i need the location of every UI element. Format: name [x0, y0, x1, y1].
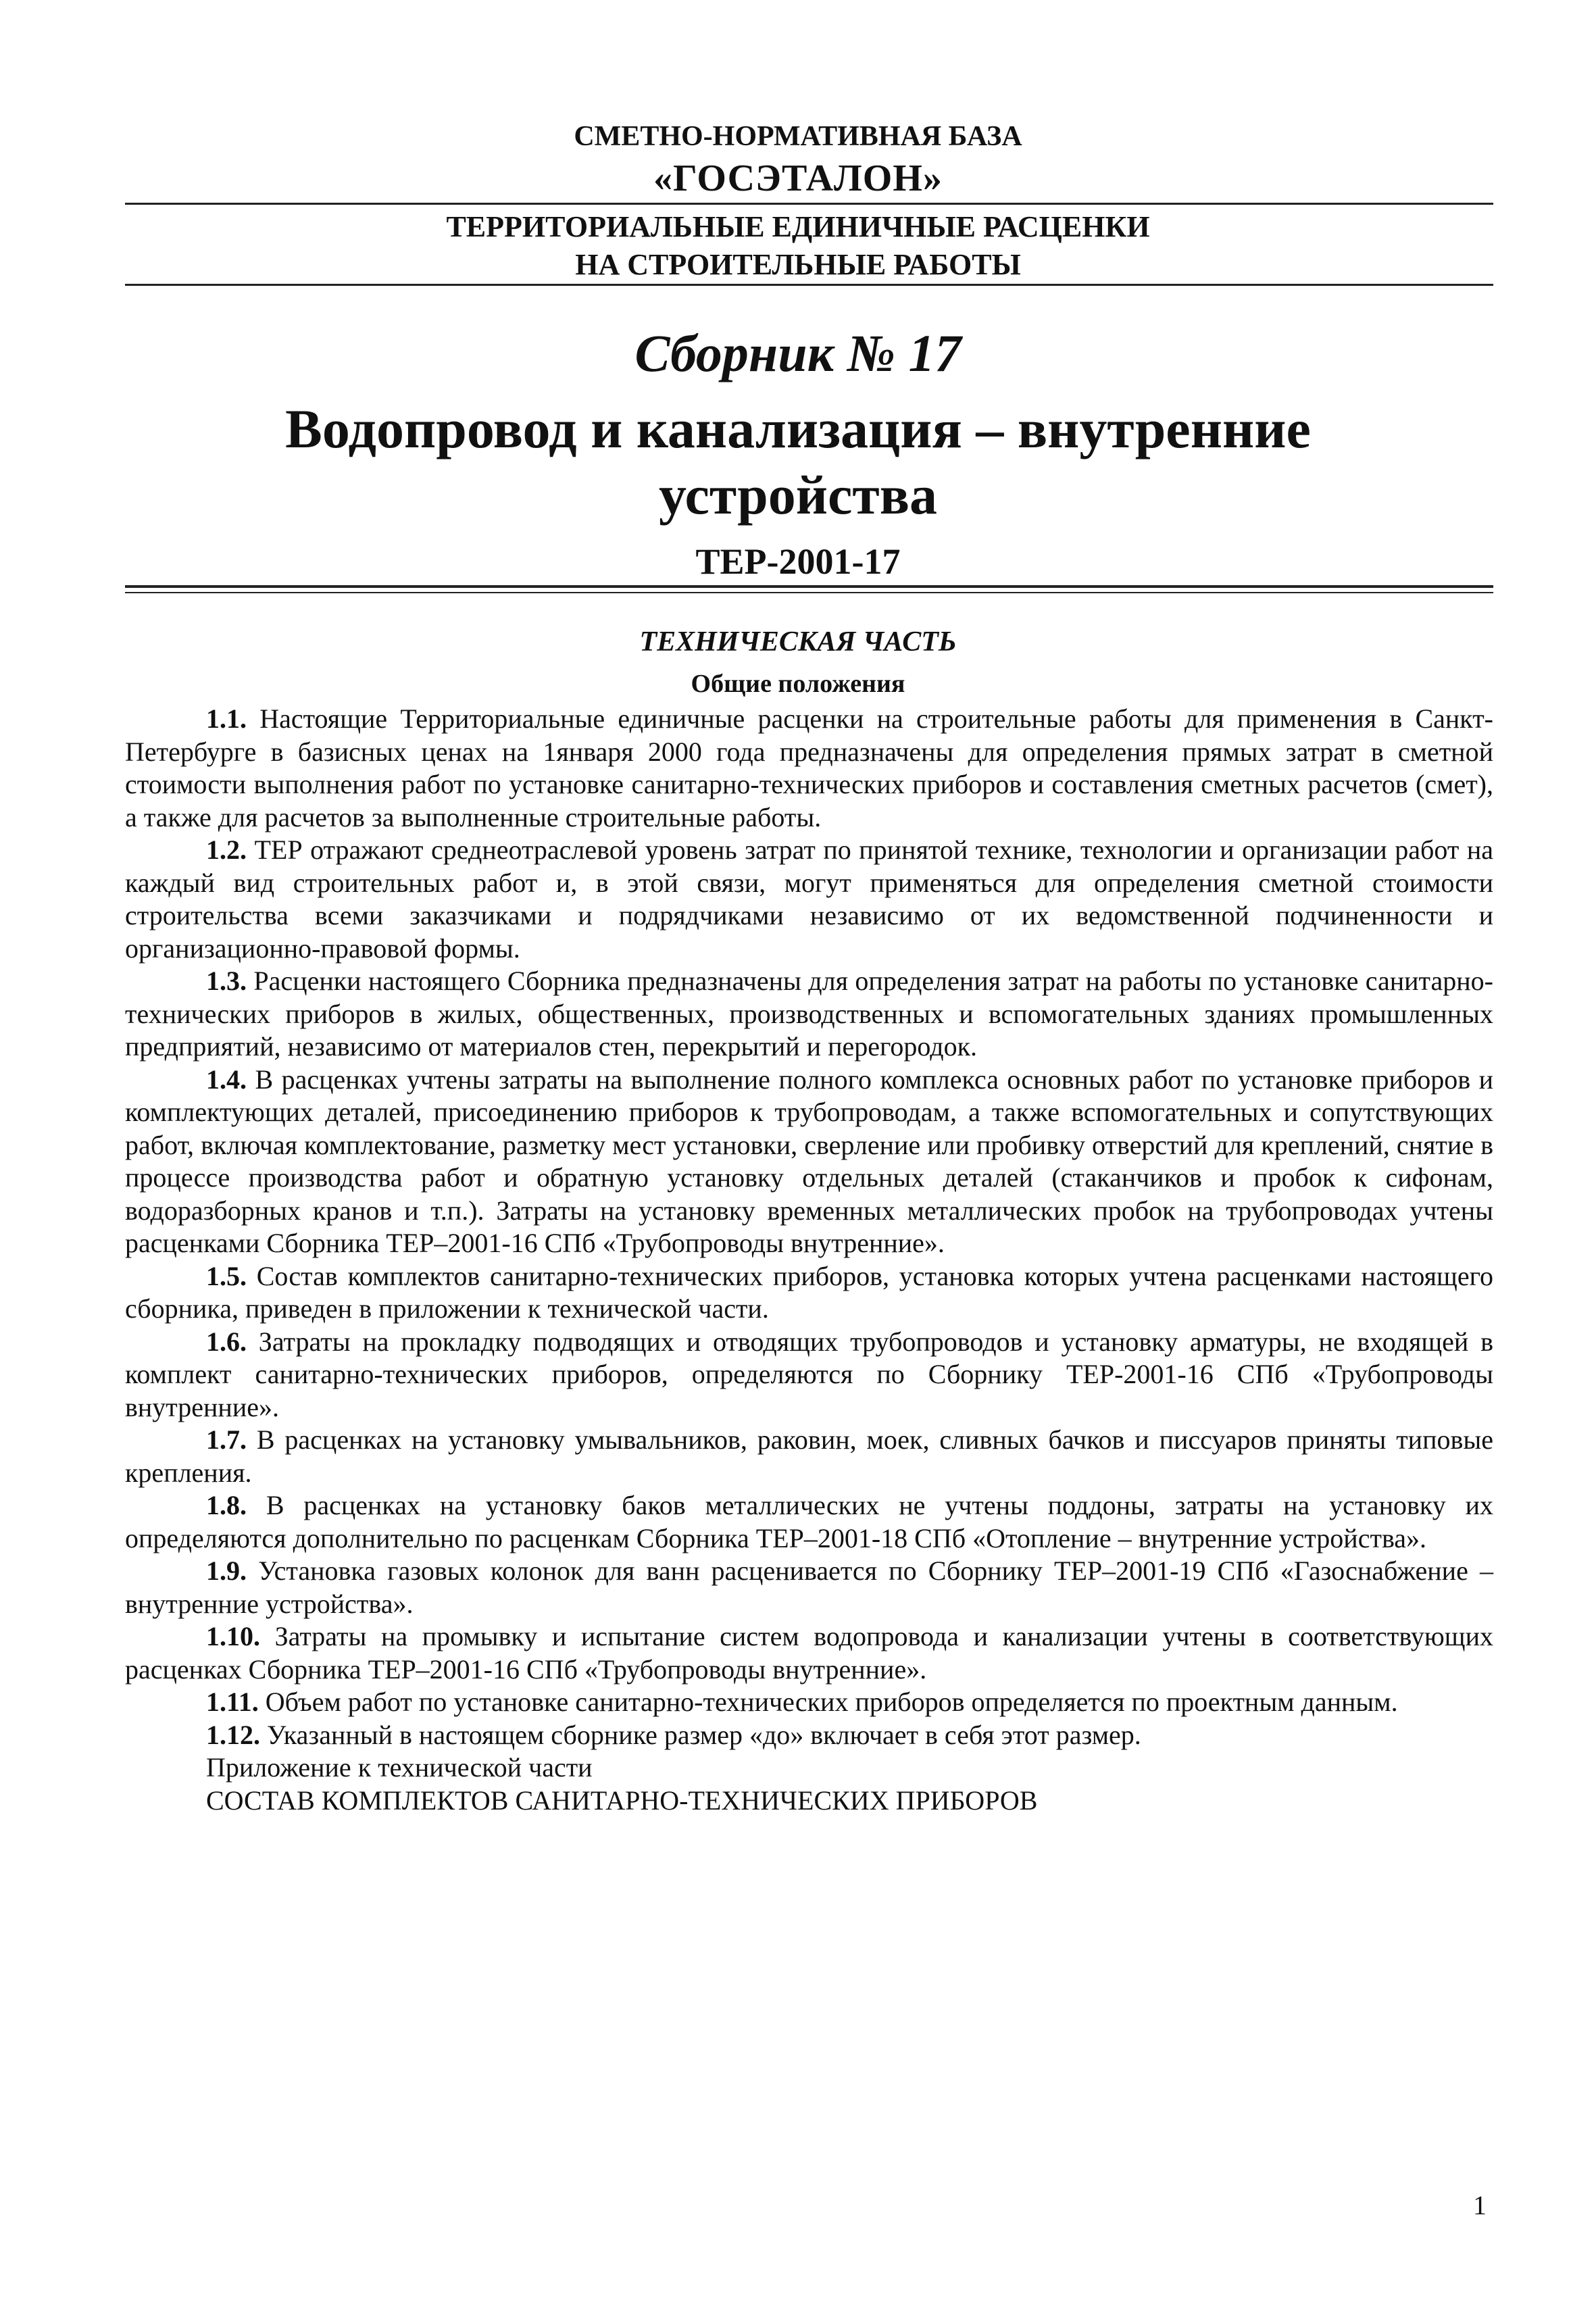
paragraph-1-6: 1.6. Затраты на прокладку подводящих и отводящих трубопроводов и установку арматуры, не входящей в комплект санитарно-технических приборов, определяются по Сборнику ТЕР-2001-16 СПб «Трубопроводы внутренние». — [125, 1326, 1493, 1422]
collection-title-line1: Водопровод и канализация – внутренние — [285, 398, 1311, 459]
appendix-title: СОСТАВ КОМПЛЕКТОВ САНИТАРНО-ТЕХНИЧЕСКИХ ПРИБОРОВ — [206, 1785, 1038, 1816]
appendix-label: Приложение к технической части — [206, 1752, 593, 1783]
paragraph-1-3: 1.3. Расценки настоящего Сборника предназначены для определения затрат на работы по установке санитарно-технических приборов в жилых, общественных, производственных и вспомогательных зданиях промышленных предприятий, независимо от материалов стен, перекрытий и перегородок. — [125, 966, 1493, 1062]
org-line: СМЕТНО-НОРМАТИВНАЯ БАЗА — [574, 121, 1022, 152]
paragraph-1-12: 1.12. Указанный в настоящем сборнике размер «до» включает в себя этот размер. — [206, 1719, 1141, 1750]
collection-title-line2: устройства — [659, 464, 937, 526]
code-rule-2 — [125, 592, 1493, 593]
paragraph-1-7: 1.7. В расценках на установку умывальников, раковин, моек, сливных бачков и писсуаров приняты типовые крепления. — [125, 1424, 1493, 1488]
section-title: ТЕХНИЧЕСКАЯ ЧАСТЬ — [639, 626, 957, 657]
section-subtitle: Общие положения — [691, 670, 905, 698]
paragraph-1-4: 1.4. В расценках учтены затраты на выполнение полного комплекса основных работ по установке приборов и комплектующих деталей, присоединению приборов к трубопроводам, а также вспомогательных и сопутствующих работ, включая комплектование, разметку мест установки, сверление или пробивку отверстий для креплений, снятие в процессе производства работ и обратную установку отдельных деталей (стаканчиков и пробок к сифонам, водоразборных кранов и т.п.). Затраты на установку временных металлических пробок на трубопроводах учтены расценками Сборника ТЕР–2001-16 СПб «Трубопроводы внутренние». — [125, 1064, 1493, 1258]
paragraph-1-9: 1.9. Установка газовых колонок для ванн расценивается по Сборнику ТЕР–2001-19 СПб «Газоснабжение – внутренние устройства». — [125, 1555, 1493, 1619]
paragraph-1-2: 1.2. ТЕР отражают среднеотраслевой уровень затрат по принятой технике, технологии и организации работ на каждый вид строительных работ и, в этой связи, могут применяться для определения сметной стоимости строительства всеми заказчиками и подрядчиками независимо от их ведомственной подчиненности и организационно-правовой формы. — [125, 835, 1493, 964]
code-rule-1 — [125, 585, 1493, 588]
header-rule-top — [125, 203, 1493, 205]
header-rule-bottom — [125, 284, 1493, 286]
paragraph-1-1: 1.1. Настоящие Территориальные единичные расценки на строительные работы для применения в Санкт-Петербурге в базисных ценах на 1января 2000 года предназначены для определения прямых затрат в сметной стоимости выполнения работ по установке санитарно-технических приборов и составления сметных расчетов (смет), а также для расчетов за выполненные строительные работы. — [125, 703, 1493, 832]
org-name: «ГОСЭТАЛОН» — [653, 157, 943, 199]
paragraph-1-11: 1.11. Объем работ по установке санитарно-технических приборов определяется по проектным данным. — [206, 1687, 1398, 1717]
paragraph-1-10: 1.10. Затраты на промывку и испытание систем водопровода и канализации учтены в соответствующих расценках Сборника ТЕР–2001-16 СПб «Трубопроводы внутренние». — [125, 1621, 1493, 1685]
header-title-line2: НА СТРОИТЕЛЬНЫЕ РАБОТЫ — [575, 248, 1021, 281]
collection-number: Сборник № 17 — [634, 324, 962, 382]
page-number: 1 — [1473, 2190, 1487, 2220]
paragraph-1-5: 1.5. Состав комплектов санитарно-технических приборов, установка которых учтена расценками настоящего сборника, приведен в приложении к технической части. — [125, 1260, 1493, 1324]
header-title-line1: ТЕРРИТОРИАЛЬНЫЕ ЕДИНИЧНЫЕ РАСЦЕНКИ — [446, 210, 1150, 243]
paragraph-1-8: 1.8. В расценках на установку баков металлических не учтены поддоны, затраты на установку их определяются дополнительно по расценкам Сборника ТЕР–2001-18 СПб «Отопление – внутренние устройства». — [125, 1490, 1493, 1553]
general-provisions — [125, 703, 1493, 1817]
collection-code: ТЕР-2001-17 — [695, 541, 901, 582]
